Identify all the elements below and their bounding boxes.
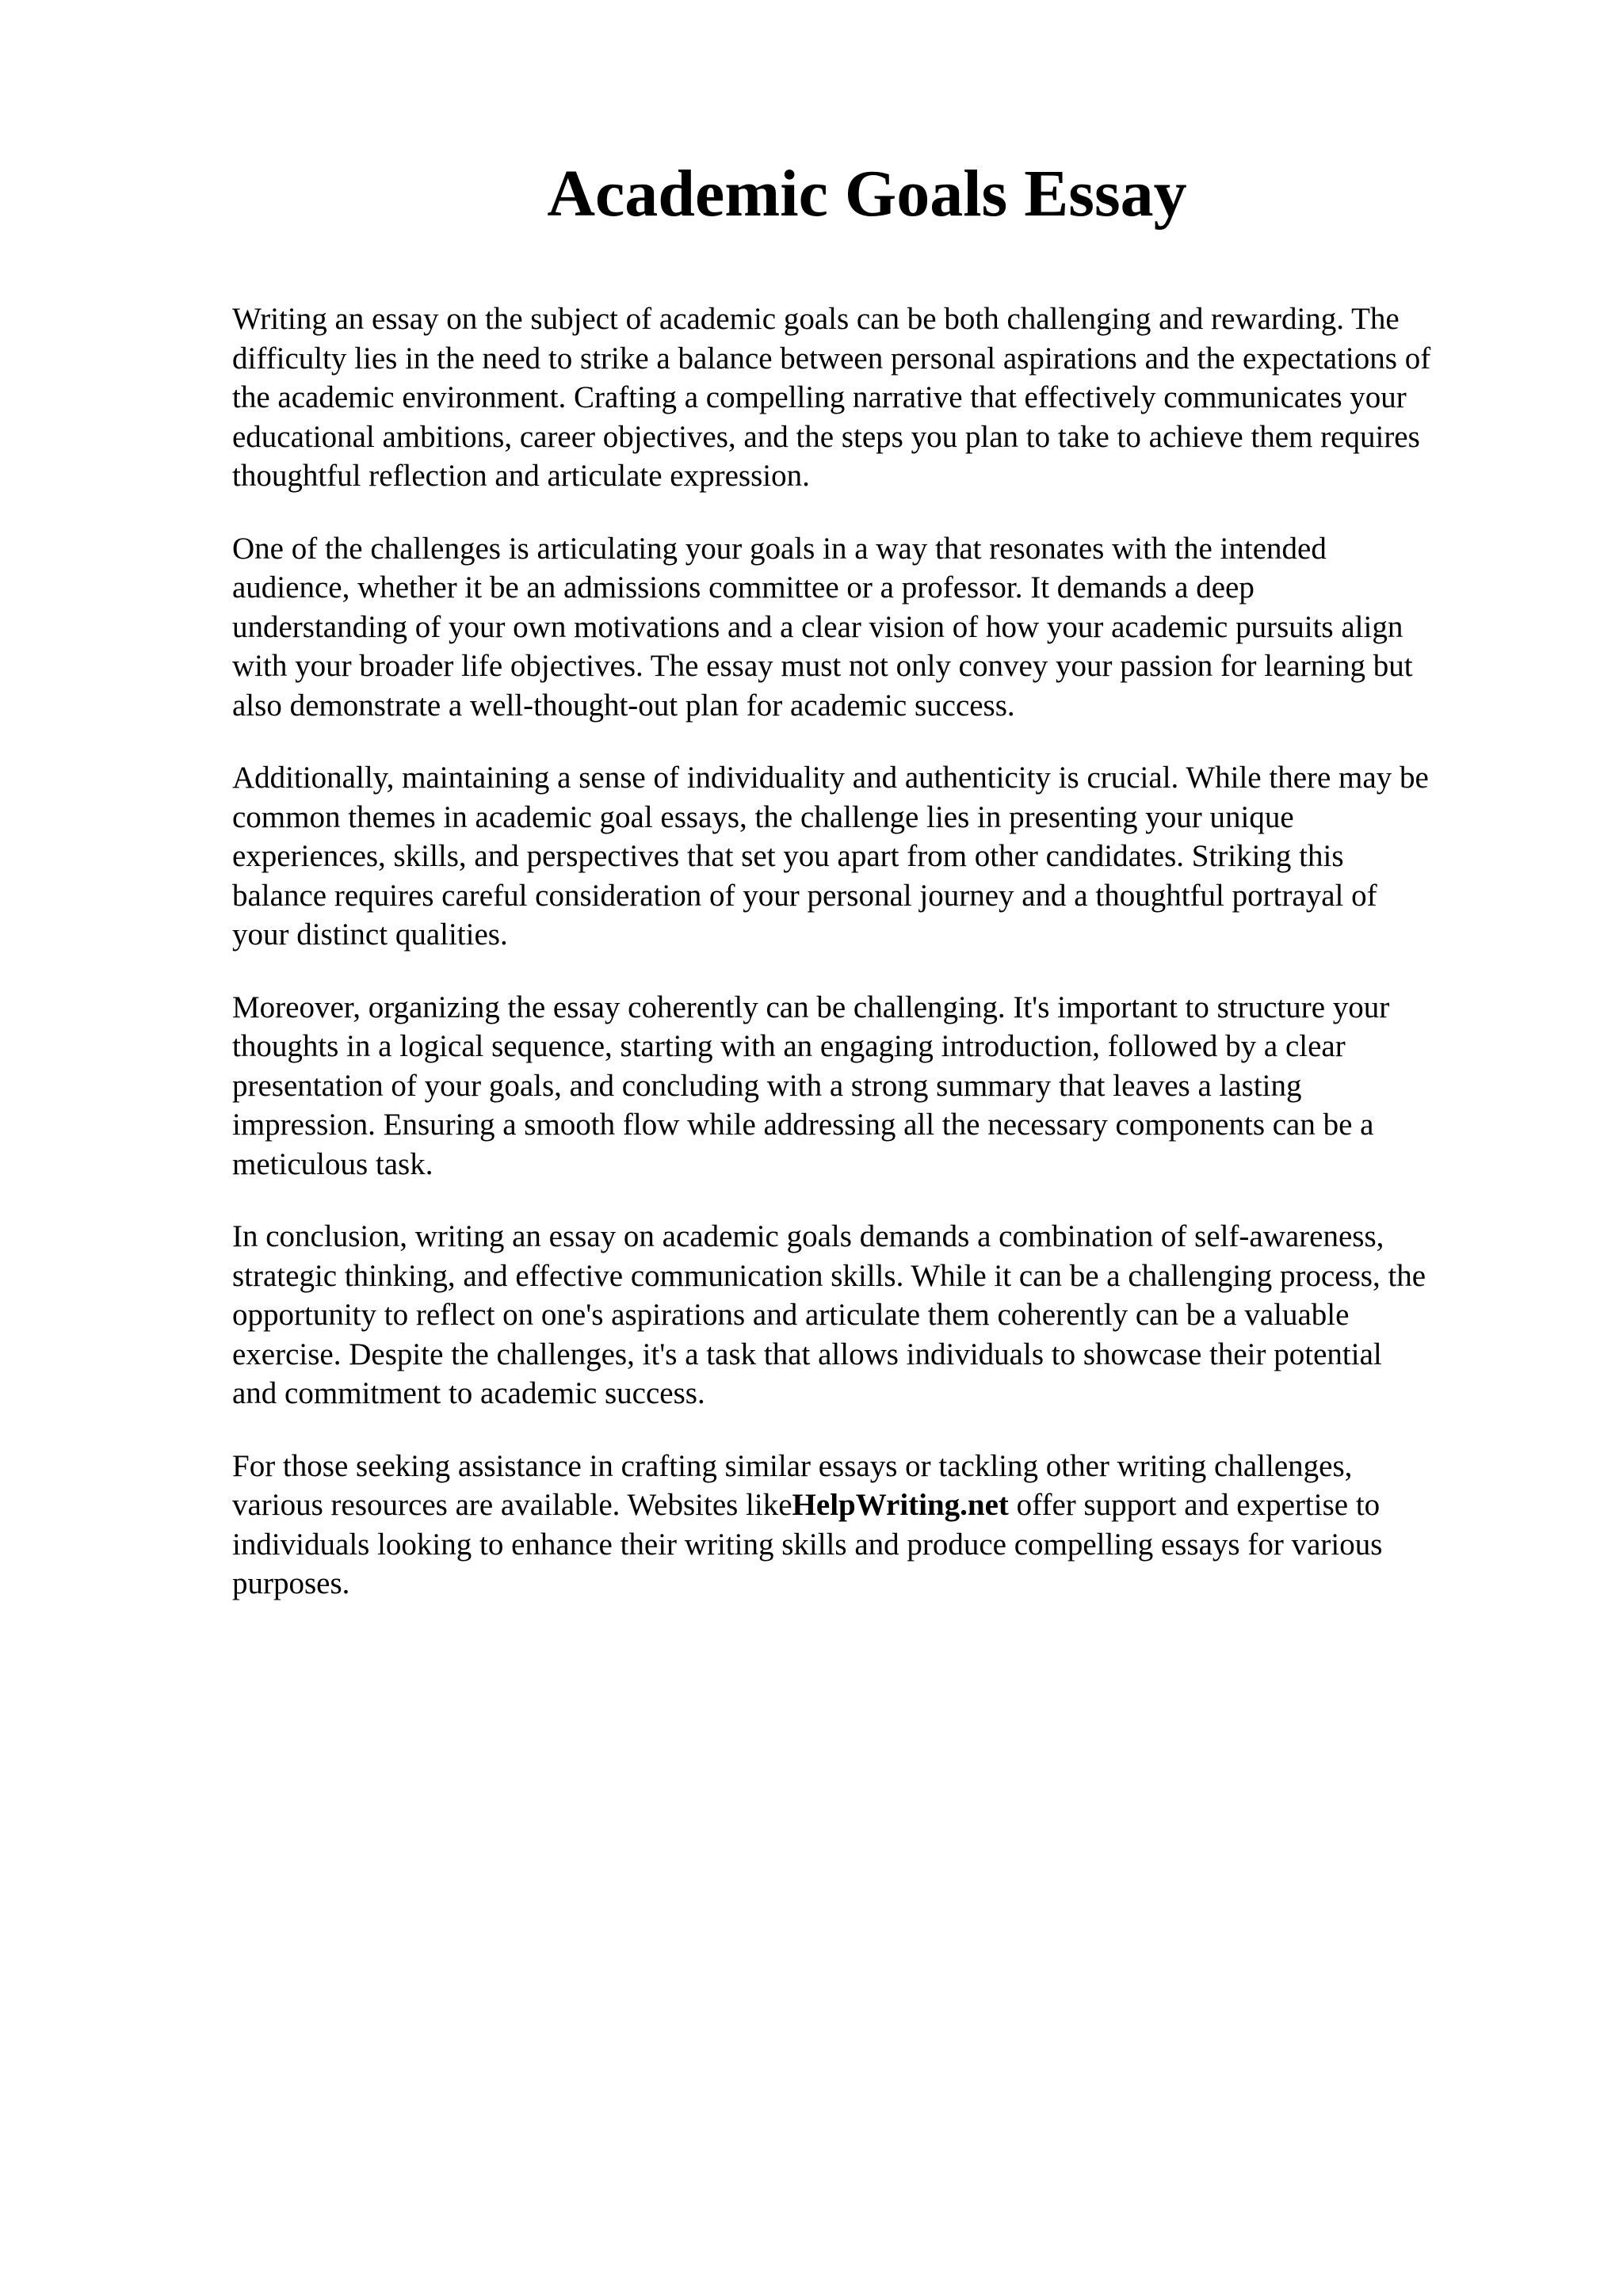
paragraph-line: and commitment to academic success. bbox=[232, 1376, 705, 1410]
paragraph-line: experiences, skills, and perspectives that set you apart from other candidates. Striking this bbox=[232, 839, 1344, 873]
paragraph-1 bbox=[232, 299, 1564, 496]
page-title: Academic Goals Essay bbox=[547, 157, 1187, 231]
paragraph-line: exercise. Despite the challenges, it's a task that allows individuals to showcase their potential bbox=[232, 1337, 1382, 1371]
paragraph-3 bbox=[232, 758, 1564, 955]
paragraph-line: Writing an essay on the subject of academic goals can be both challenging and rewarding. The bbox=[232, 302, 1400, 336]
paragraph-line: audience, whether it be an admissions committee or a professor. It demands a deep bbox=[232, 570, 1254, 605]
paragraph-line: meticulous task. bbox=[232, 1146, 433, 1181]
paragraph-line: understanding of your own motivations and a clear vision of how your academic pursuits align bbox=[232, 609, 1403, 644]
paragraph-line: thoughtful reflection and articulate expression. bbox=[232, 459, 810, 493]
paragraph-line: opportunity to reflect on one's aspirations and articulate them coherently can be a valuable bbox=[232, 1298, 1350, 1332]
paragraph-line: common themes in academic goal essays, the challenge lies in presenting your unique bbox=[232, 799, 1294, 834]
paragraph-line: with your broader life objectives. The essay must not only convey your passion for learning but bbox=[232, 649, 1413, 683]
paragraph-line: your distinct qualities. bbox=[232, 917, 508, 952]
paragraph-line: the academic environment. Crafting a compelling narrative that effectively communicates your bbox=[232, 380, 1407, 414]
paragraph-2 bbox=[232, 529, 1564, 726]
paragraph-4 bbox=[232, 988, 1564, 1184]
paragraph-line: impression. Ensuring a smooth flow while addressing all the necessary components can be a bbox=[232, 1108, 1374, 1142]
paragraph-line: Moreover, organizing the essay coherently can be challenging. It's important to structure your bbox=[232, 990, 1390, 1024]
essay-body bbox=[232, 299, 1564, 1637]
paragraph-line: educational ambitions, career objectives, and the steps you plan to take to achieve them requires bbox=[232, 419, 1420, 454]
paragraph-line: Additionally, maintaining a sense of individuality and authenticity is crucial. While there may be bbox=[232, 761, 1429, 795]
paragraph-closing bbox=[232, 1447, 1564, 1604]
paragraph-5 bbox=[232, 1217, 1564, 1413]
paragraph-line bbox=[232, 1488, 1380, 1522]
paragraph-line: In conclusion, writing an essay on academic goals demands a combination of self-awareness, bbox=[232, 1219, 1384, 1253]
paragraph-line: difficulty lies in the need to strike a balance between personal aspirations and the expectations of bbox=[232, 341, 1431, 376]
paragraph-line: also demonstrate a well-thought-out plan for academic success. bbox=[232, 688, 1015, 723]
helpwriting-link[interactable]: HelpWriting.net bbox=[792, 1488, 1009, 1522]
paragraph-line: thoughts in a logical sequence, starting with an engaging introduction, followed by a clear bbox=[232, 1029, 1346, 1063]
paragraph-line: individuals looking to enhance their writing skills and produce compelling essays for various bbox=[232, 1527, 1383, 1562]
paragraph-line: presentation of your goals, and concluding with a strong summary that leaves a lasting bbox=[232, 1068, 1302, 1103]
paragraph-line: For those seeking assistance in crafting similar essays or tackling other writing challenges, bbox=[232, 1448, 1353, 1483]
paragraph-line: One of the challenges is articulating your goals in a way that resonates with the intended bbox=[232, 531, 1327, 566]
closing-text-after-link: offer support and expertise to bbox=[1008, 1488, 1381, 1522]
closing-text-before-link: various resources are available. Websites like bbox=[232, 1488, 792, 1522]
paragraph-line: strategic thinking, and effective communication skills. While it can be a challenging process, the bbox=[232, 1258, 1426, 1293]
paragraph-line: balance requires careful consideration of your personal journey and a thoughtful portrayal of bbox=[232, 878, 1377, 913]
paragraph-line: purposes. bbox=[232, 1566, 350, 1600]
